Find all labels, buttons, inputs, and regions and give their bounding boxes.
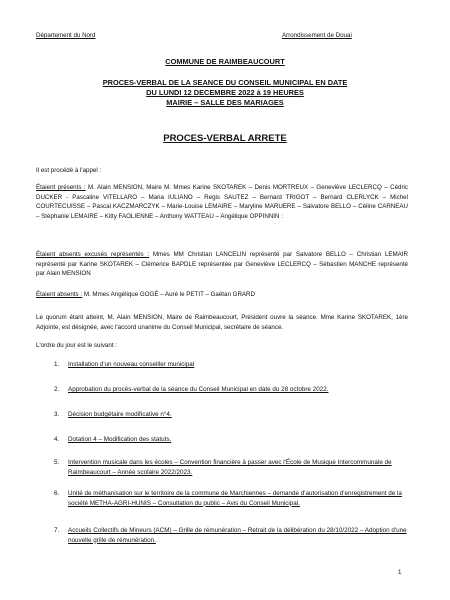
quorum-paragraph: Le quorum étant atteint, M. Alain MENSION, Maire de Raimbeaucourt, Président ouvre la séance. Mme Karine SKOTAREK, 1ère Adjointe, est désignée, avec l'accord unanime du Conseil Municipal, secrétaire de séance. bbox=[36, 314, 408, 331]
agenda-item-number: 3. bbox=[54, 411, 60, 418]
absent-text: M. Mmes Angélique GOGÉ – Auré le PETIT – Gaëtan GRARD bbox=[83, 291, 255, 298]
title-line-1: PROCES-VERBAL DE LA SEANCE DU CONSEIL MUNICIPAL EN DATE bbox=[102, 78, 348, 87]
absent-paragraph bbox=[36, 290, 408, 300]
agenda-item-text: Installation d'un nouveau conseiller municipal bbox=[68, 361, 195, 368]
commune-name: COMMUNE DE RAIMBEAUCOURT bbox=[165, 57, 285, 66]
agenda-item-text: Décision budgétaire modificative n°4. bbox=[68, 411, 172, 418]
agenda-item-number: 1. bbox=[54, 361, 60, 368]
absent-represented-label: Étaient absents excusés représentés : bbox=[36, 251, 150, 258]
agenda-item-number: 5. bbox=[54, 459, 60, 466]
agenda-item-text: Accueils Collectifs de Mineurs (ACM) – Grille de rémunération – Retrait de la délibération du 28/10/2022 – Adoption d'une nouvelle grille de rémunération. bbox=[68, 527, 407, 544]
absent-represented-text: Mmes MM Christian LANCELIN représenté par Salvatore BELLO – Christian LEMAIR représenté par Karine SKOTAREK – Clémence BAPDLE représentée par Geneviève LECLERCQ – Sébastien MANCHE représenté par Alain MENSION bbox=[36, 251, 408, 278]
agenda-item-number: 4. bbox=[54, 436, 60, 443]
agenda-item-text: Unité de méthanisation sur le territoire de la commune de Marchiennes – demande d'autorisation d'enregistrement de la société METHA-AGRI-HUNIS – Consultation du public – Avis du Conseil Municipal. bbox=[68, 490, 402, 507]
agenda-item-number: 7. bbox=[54, 527, 60, 534]
absent-represented-paragraph bbox=[36, 250, 408, 279]
title-line-2: DU LUNDI 12 DECEMBRE 2022 à 19 HEURES bbox=[146, 88, 304, 97]
intro-text: Il est procédé à l'appel : bbox=[36, 167, 102, 174]
page-number: 1 bbox=[398, 569, 402, 576]
agenda-intro: L'ordre du jour est le suivant : bbox=[36, 342, 117, 349]
agenda-item-text: Dotation 4 – Modification des statuts. bbox=[68, 436, 172, 443]
present-label: Étaient présents : bbox=[36, 184, 86, 191]
present-text: M. Alain MENSION, Maire M. Mmes Karine SKOTAREK – Denis MORTREUX – Geneviève LECLERCQ – Cédric DUCKER - Pascaline VITELLARO – Maria IULIANO – Regis SAUTEZ – Bernard TRIGOT – Bernard CLERLYCK – Michel COURTECUISSE – Pascal KACZMARCZYK – Marie-Louise LEMAIRE – Maryline MARUERE – Salvatore BELLO – Céline CARNEAU – Stéphanie LEMAIRE – Kitty FAOLIENNE – Anthony WATTEAU – Angélique OPPINNIN : bbox=[36, 184, 408, 220]
title-line-3: MAIRIE – SALLE DES MARIAGES bbox=[166, 98, 284, 107]
absent-label: Étaient absents : bbox=[36, 291, 83, 298]
present-paragraph bbox=[36, 183, 408, 221]
agenda-item-number: 2. bbox=[54, 386, 60, 393]
header-department: Département du Nord bbox=[36, 32, 96, 39]
agenda-item-number: 6. bbox=[54, 490, 60, 497]
section-title: PROCES-VERBAL ARRETE bbox=[163, 133, 287, 144]
agenda-item-text: Intervention musicale dans les écoles – Convention financière à passer avec l'École de Musique Intercommunale de Raimbeaucourt – Année scolaire 2022/2023. bbox=[68, 459, 392, 476]
agenda-item-text: Approbation du procès-verbal de la séance du Conseil Municipal en date du 28 octobre 2022. bbox=[68, 386, 329, 393]
header-arrondissement: Arrondissement de Douai bbox=[282, 32, 352, 39]
